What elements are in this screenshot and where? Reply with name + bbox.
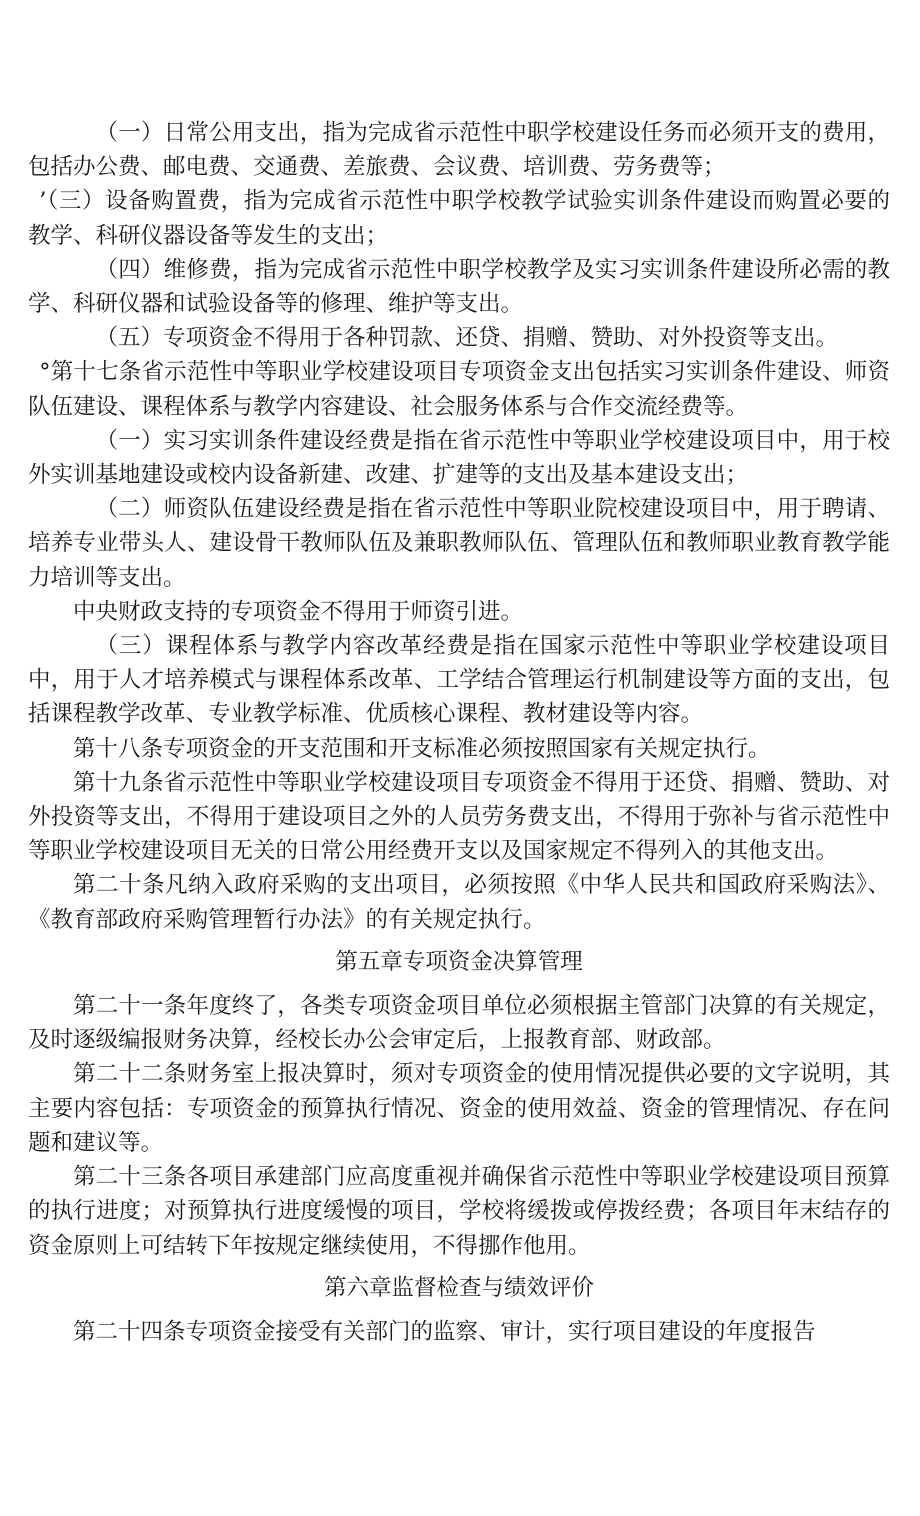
paragraph-equipment-purchase: ’（三）设备购置费，指为完成省示范性中职学校教学试验实训条件建设而购置必要的教学、科研仪器设备等发生的支出； (28, 188, 890, 249)
paragraph-prohibited-uses: （五）专项资金不得用于各种罚款、还贷、捐赠、赞助、对外投资等支出。 (95, 325, 839, 352)
paragraph-central-funding: 中央财政支持的专项资金不得用于师资引进。 (73, 598, 524, 625)
chapter-5-title: 第五章专项资金决算管理 (335, 948, 583, 975)
paragraph-curriculum-reform: （三）课程体系与教学内容改革经费是指在国家示范性中等职业学校建设项目中，用于人才培养模式与课程体系改革、工学结合管理运行机制建设等方面的支出，包括课程教学改革、专业教学标准、优质核心课程、教材建设等内容。 (28, 633, 890, 728)
paragraph-article-21: 第二十一条年度终了，各类专项资金项目单位必须根据主管部门决算的有关规定，及时逐级编报财务决算，经校长办公会审定后，上报教育部、财政部。 (28, 993, 890, 1054)
document-page (28, 116, 890, 1349)
paragraph-article-20: 第二十条凡纳入政府采购的支出项目，必须按照《中华人民共和国政府采购法》、《教育部政府采购管理暂行办法》的有关规定执行。 (28, 872, 890, 933)
chapter-6-title: 第六章监督检查与绩效评价 (323, 1274, 594, 1301)
paragraph-article-19: 第十九条省示范性中等职业学校建设项目专项资金不得用于还贷、捐赠、赞助、对外投资等支出，不得用于建设项目之外的人员劳务费支出，不得用于弥补与省示范性中等职业学校建设项目无关的日常公用经费开支以及国家规定不得列入的其他支出。 (28, 769, 890, 865)
paragraph-daily-expense: （一）日常公用支出，指为完成省示范性中职学校建设任务而必须开支的费用，包括办公费、邮电费、交通费、差旅费、会议费、培训费、劳务费等； (28, 120, 890, 181)
paragraph-maintenance: （四）维修费，指为完成省示范性中职学校教学及实习实训条件建设所必需的教学、科研仪器和试验设备等的修理、维护等支出。 (28, 256, 890, 318)
paragraph-teacher-team: （二）师资队伍建设经费是指在省示范性中等职业院校建设项目中，用于聘请、培养专业带头人、建设骨干教师队伍及兼职教师队伍、管理队伍和教师职业教育教学能力培训等支出。 (28, 496, 890, 591)
paragraph-article-17: °第十七条省示范性中等职业学校建设项目专项资金支出包括实习实训条件建设、师资队伍建设、课程体系与教学内容建设、社会服务体系与合作交流经费等。 (28, 359, 890, 420)
paragraph-article-22: 第二十二条财务室上报决算时，须对专项资金的使用情况提供必要的文字说明，其主要内容包括：专项资金的预算执行情况、资金的使用效益、资金的管理情况、存在问题和建议等。 (28, 1061, 890, 1156)
paragraph-training-conditions: （一）实习实训条件建设经费是指在省示范性中等职业学校建设项目中，用于校外实训基地建设或校内设备新建、改建、扩建等的支出及基本建设支出； (28, 427, 890, 489)
paragraph-article-18: 第十八条专项资金的开支范围和开支标准必须按照国家有关规定执行。 (73, 735, 771, 762)
paragraph-article-24: 第二十四条专项资金接受有关部门的监察、审计，实行项目建设的年度报告 (73, 1318, 816, 1345)
paragraph-article-23: 第二十三条各项目承建部门应高度重视并确保省示范性中等职业学校建设项目预算的执行进度；对预算执行进度缓慢的项目，学校将缓拨或停拨经费；各项目年末结存的资金原则上可结转下年按规定继续使用，不得挪作他用。 (28, 1164, 890, 1259)
